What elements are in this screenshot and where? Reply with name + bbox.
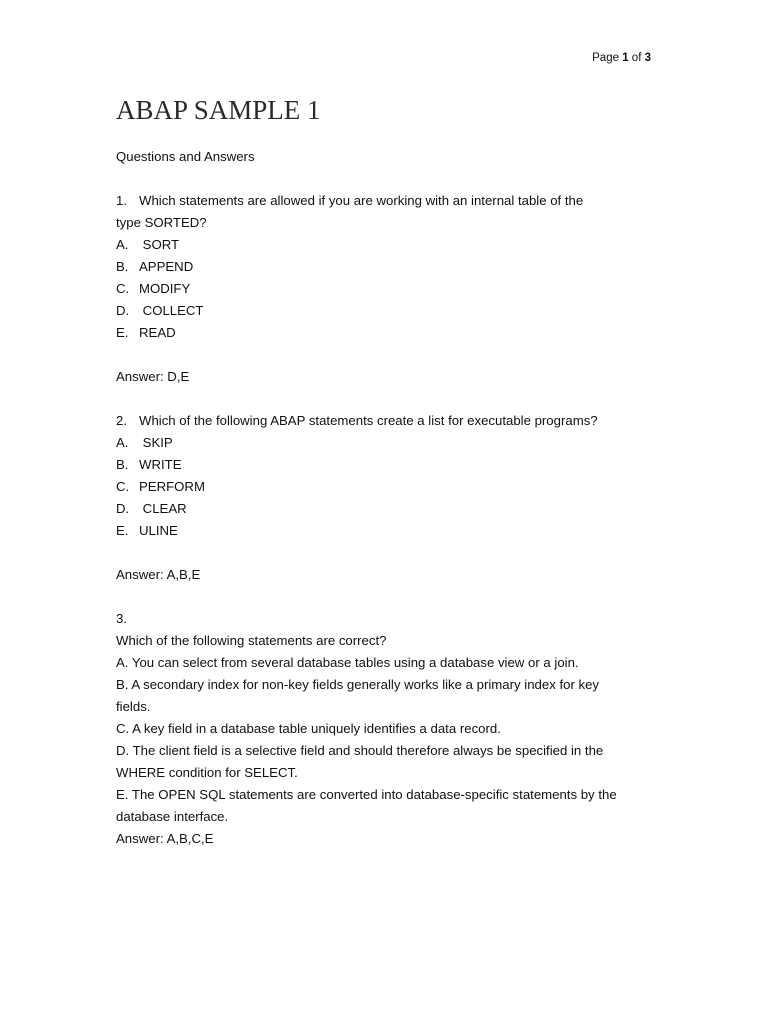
page-number (592, 51, 651, 65)
page-total: 3 (644, 52, 651, 64)
question-3-line: C. A key field in a database table uniquely identifies a data record. (116, 721, 501, 736)
option-letter: A. (116, 237, 129, 252)
q2-option-d (116, 498, 651, 520)
option-text: SKIP (139, 435, 173, 450)
question-3-line: B. A secondary index for non-key fields generally works like a primary index for key (116, 677, 600, 692)
question-3-line: E. The OPEN SQL statements are converted into database-specific statements by the (116, 787, 617, 802)
q2-option-a (116, 432, 651, 454)
option-letter: B. (116, 457, 129, 472)
option-text: WRITE (139, 457, 182, 472)
option-letter: C. (116, 281, 130, 296)
option-text: APPEND (139, 259, 194, 274)
q1-option-b (116, 256, 651, 278)
question-1 (116, 190, 651, 212)
page-current: 1 (622, 52, 629, 64)
option-text: PERFORM (139, 479, 205, 494)
page-word: Page (592, 52, 619, 64)
question-3-answer: Answer: A,B,C,E (116, 831, 214, 846)
option-text: CLEAR (139, 501, 187, 516)
document-body (116, 146, 651, 850)
option-letter: E. (116, 523, 129, 538)
question-3-line: WHERE condition for SELECT. (116, 765, 298, 780)
option-text: SORT (139, 237, 180, 252)
q1-option-a (116, 234, 651, 256)
question-3-number: 3. (116, 611, 127, 626)
question-2-text: Which of the following ABAP statements create a list for executable programs? (139, 413, 598, 428)
q2-option-b (116, 454, 651, 476)
question-1-text-line1: Which statements are allowed if you are working with an internal table of the (139, 193, 584, 208)
option-text: MODIFY (139, 281, 191, 296)
option-text: READ (139, 325, 176, 340)
option-letter: A. (116, 435, 129, 450)
question-2 (116, 410, 651, 432)
q1-option-d (116, 300, 651, 322)
option-letter: B. (116, 259, 129, 274)
option-letter: D. (116, 501, 130, 516)
document-subtitle: Questions and Answers (116, 149, 255, 164)
question-1-answer: Answer: D,E (116, 369, 190, 384)
question-2-answer: Answer: A,B,E (116, 567, 201, 582)
question-3-text: Which of the following statements are correct? (116, 633, 387, 648)
q1-option-c (116, 278, 651, 300)
option-letter: D. (116, 303, 130, 318)
of-word: of (631, 52, 642, 64)
q1-option-e (116, 322, 651, 344)
option-text: ULINE (139, 523, 178, 538)
q2-option-e (116, 520, 651, 542)
question-2-number: 2. (116, 413, 127, 428)
question-3-line: D. The client field is a selective field and should therefore always be specified in the (116, 743, 604, 758)
question-3-line: A. You can select from several database tables using a database view or a join. (116, 655, 579, 670)
option-text: COLLECT (139, 303, 204, 318)
question-1-text-line2: type SORTED? (116, 215, 207, 230)
q2-option-c (116, 476, 651, 498)
question-3-line: fields. (116, 699, 151, 714)
document-title: ABAP SAMPLE 1 (116, 95, 321, 125)
option-letter: C. (116, 479, 130, 494)
question-1-number: 1. (116, 193, 127, 208)
option-letter: E. (116, 325, 129, 340)
question-3-line: database interface. (116, 809, 229, 824)
